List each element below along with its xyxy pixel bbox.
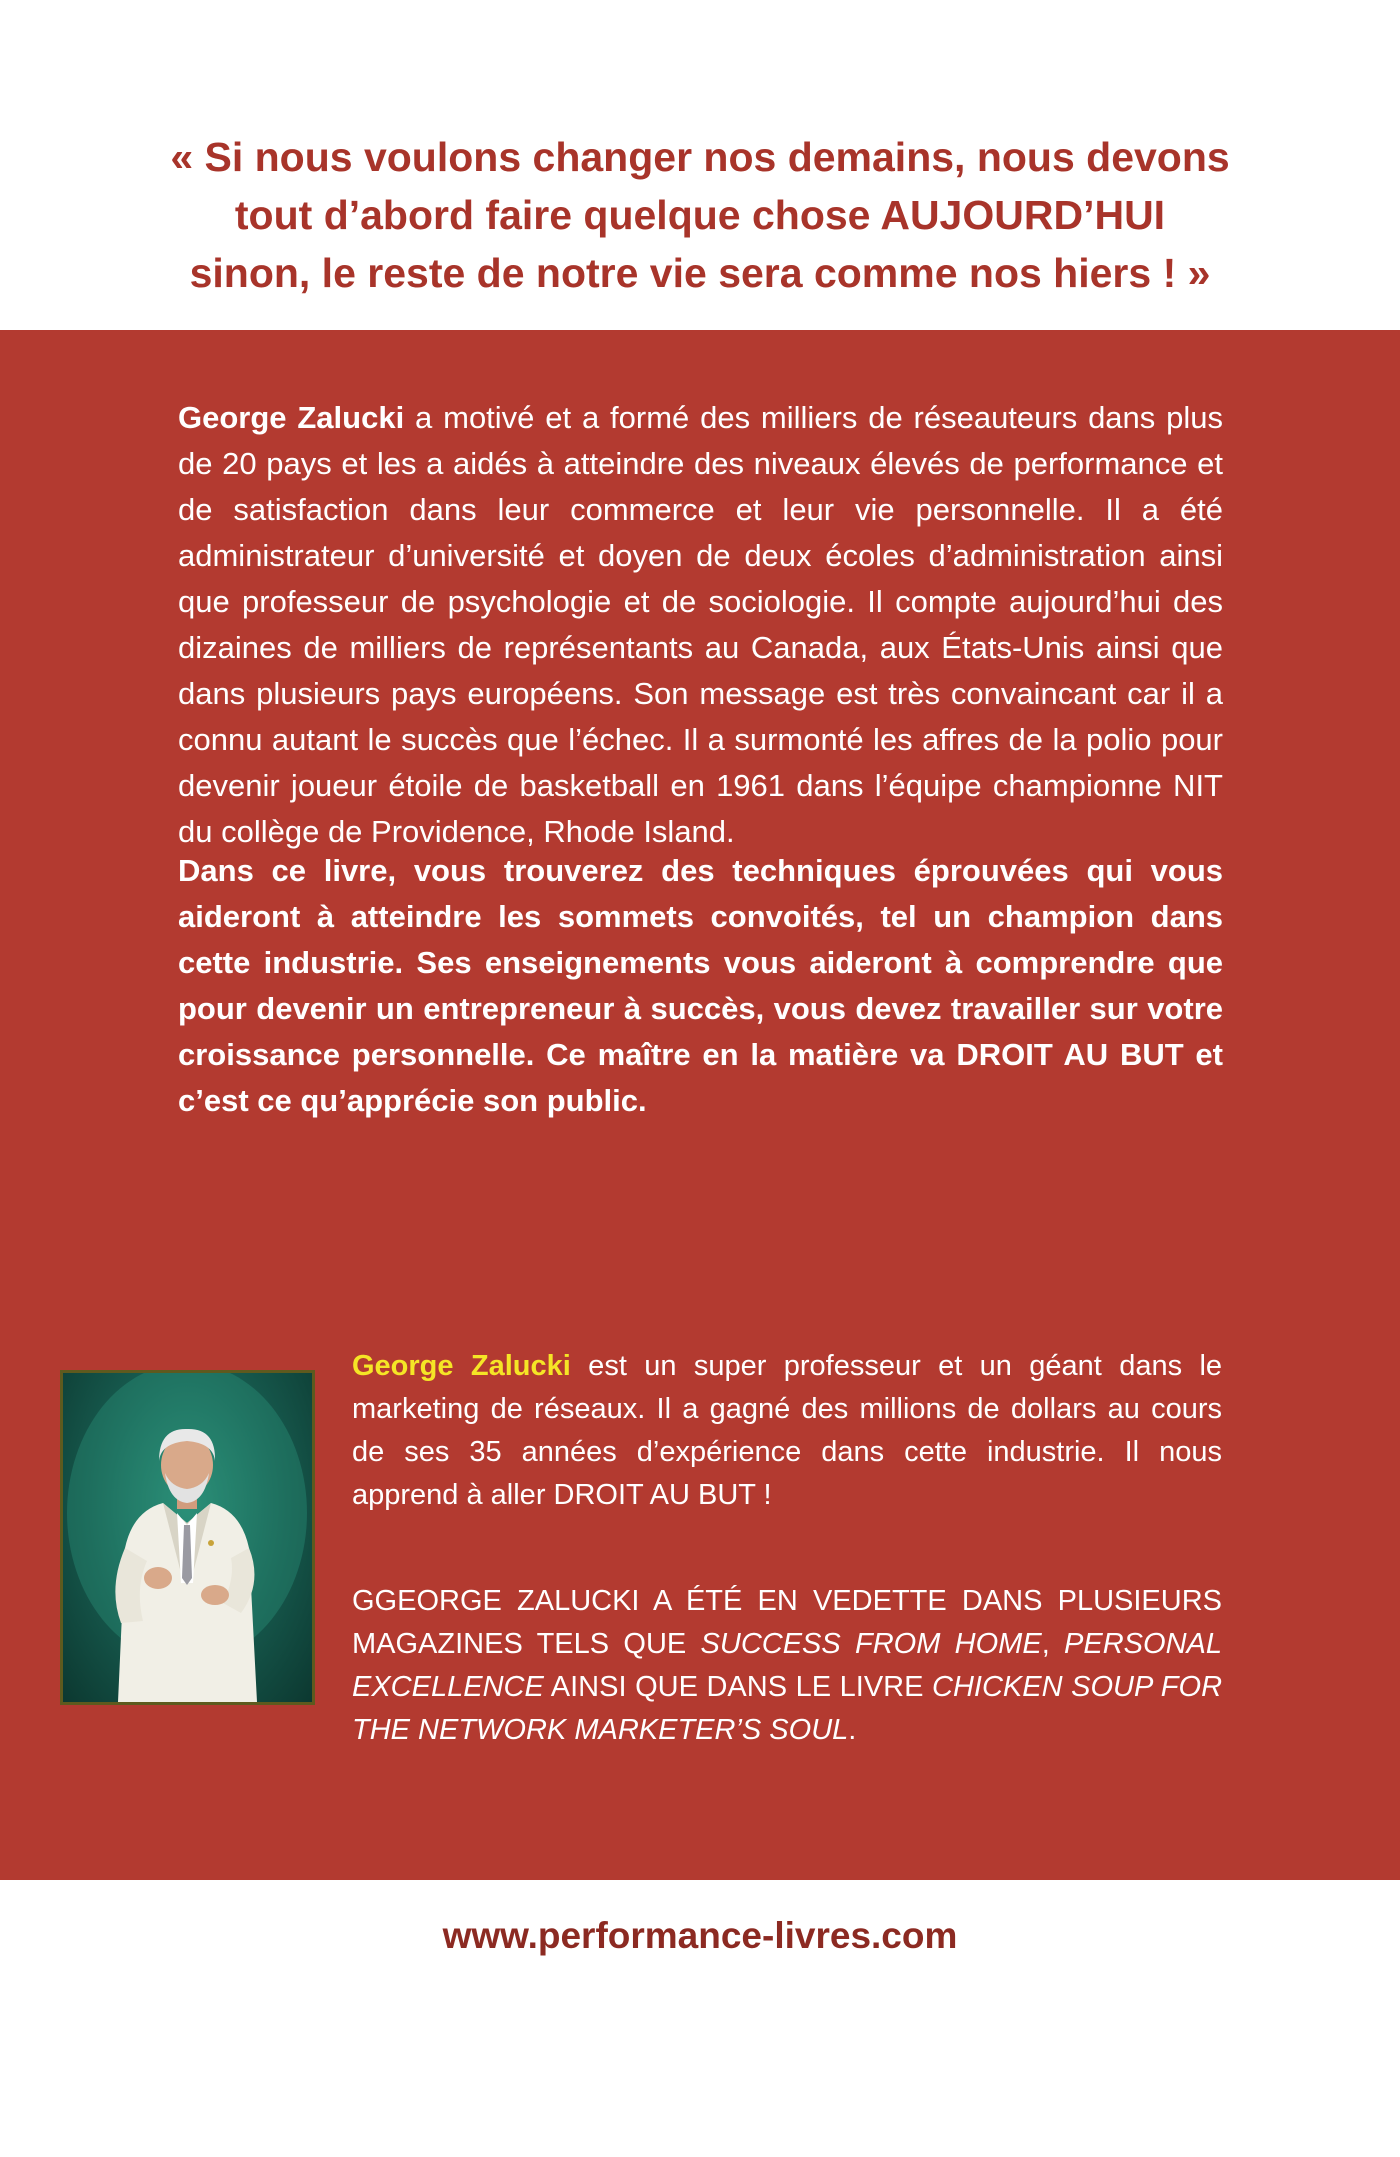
featured-text-4: . xyxy=(848,1714,857,1746)
cover-quote xyxy=(0,128,1400,302)
author-about xyxy=(352,1345,1222,1517)
magazine-title-2: PERSONAL EXCELLENCE xyxy=(352,1628,1222,1703)
speaker-illustration xyxy=(63,1373,312,1702)
media-features xyxy=(352,1580,1222,1752)
book-title: CHICKEN SOUP FOR THE NETWORK MARKETER’S SOUL xyxy=(352,1671,1223,1746)
author-photo xyxy=(60,1370,315,1705)
featured-text-3: AINSI QUE DANS LE LIVRE xyxy=(543,1671,933,1703)
author-about-text: est un super professeur et un géant dans le marketing de réseaux. Il a gagné des millions de dollars au cours de ses 35 années d’expérience dans cette industrie. Il nous apprend à aller DROIT AU BUT ! xyxy=(352,1350,1223,1511)
featured-text-2: , xyxy=(1041,1628,1065,1660)
author-name-highlight: George Zalucki xyxy=(352,1350,571,1382)
magazine-title-1: SUCCESS FROM HOME xyxy=(700,1628,1042,1660)
author-bio xyxy=(178,395,1223,855)
quote-line-2: tout d’abord faire quelque chose AUJOURD’HUI xyxy=(234,192,1166,238)
author-name: George Zalucki xyxy=(178,400,405,435)
quote-line-3: sinon, le reste de notre vie sera comme nos hiers ! » xyxy=(189,250,1211,296)
quote-line-1: « Si nous voulons changer nos demains, nous devons xyxy=(170,134,1230,180)
featured-text-1: GGEORGE ZALUCKI A ÉTÉ EN VEDETTE DANS PLUSIEURS MAGAZINES TELS QUE xyxy=(352,1585,1222,1660)
book-pitch: Dans ce livre, vous trouverez des techniques éprouvées qui vous aideront à atteindre les sommets convoités, tel un champion dans cette industrie. Ses enseignements vous aideront à comprendre que pour devenir un entrepreneur à succès, vous devez travailler sur votre croissance personnelle. Ce maître en la matière va DROIT AU BUT et c’est ce qu’apprécie son public. xyxy=(178,853,1223,1118)
website-url: www.performance-livres.com xyxy=(442,1915,958,1956)
author-bio-text: a motivé et a formé des milliers de réseauteurs dans plus de 20 pays et les a aidés à atteindre des niveaux élevés de performance et de satisfaction dans leur commerce et leur vie personnelle. Il a été administrateur d’université et doyen de deux écoles d’administration ainsi que professeur de psychologie et de sociologie. Il compte aujourd’hui des dizaines de milliers de représentants au Canada, aux États-Unis ainsi que dans plusieurs pays européens. Son message est très convaincant car il a connu autant le succès que l’échec. Il a surmonté les affres de la polio pour devenir joueur étoile de basketball en 1961 dans l’équipe championne NIT du collège de Providence, Rhode Island. xyxy=(178,400,1223,849)
